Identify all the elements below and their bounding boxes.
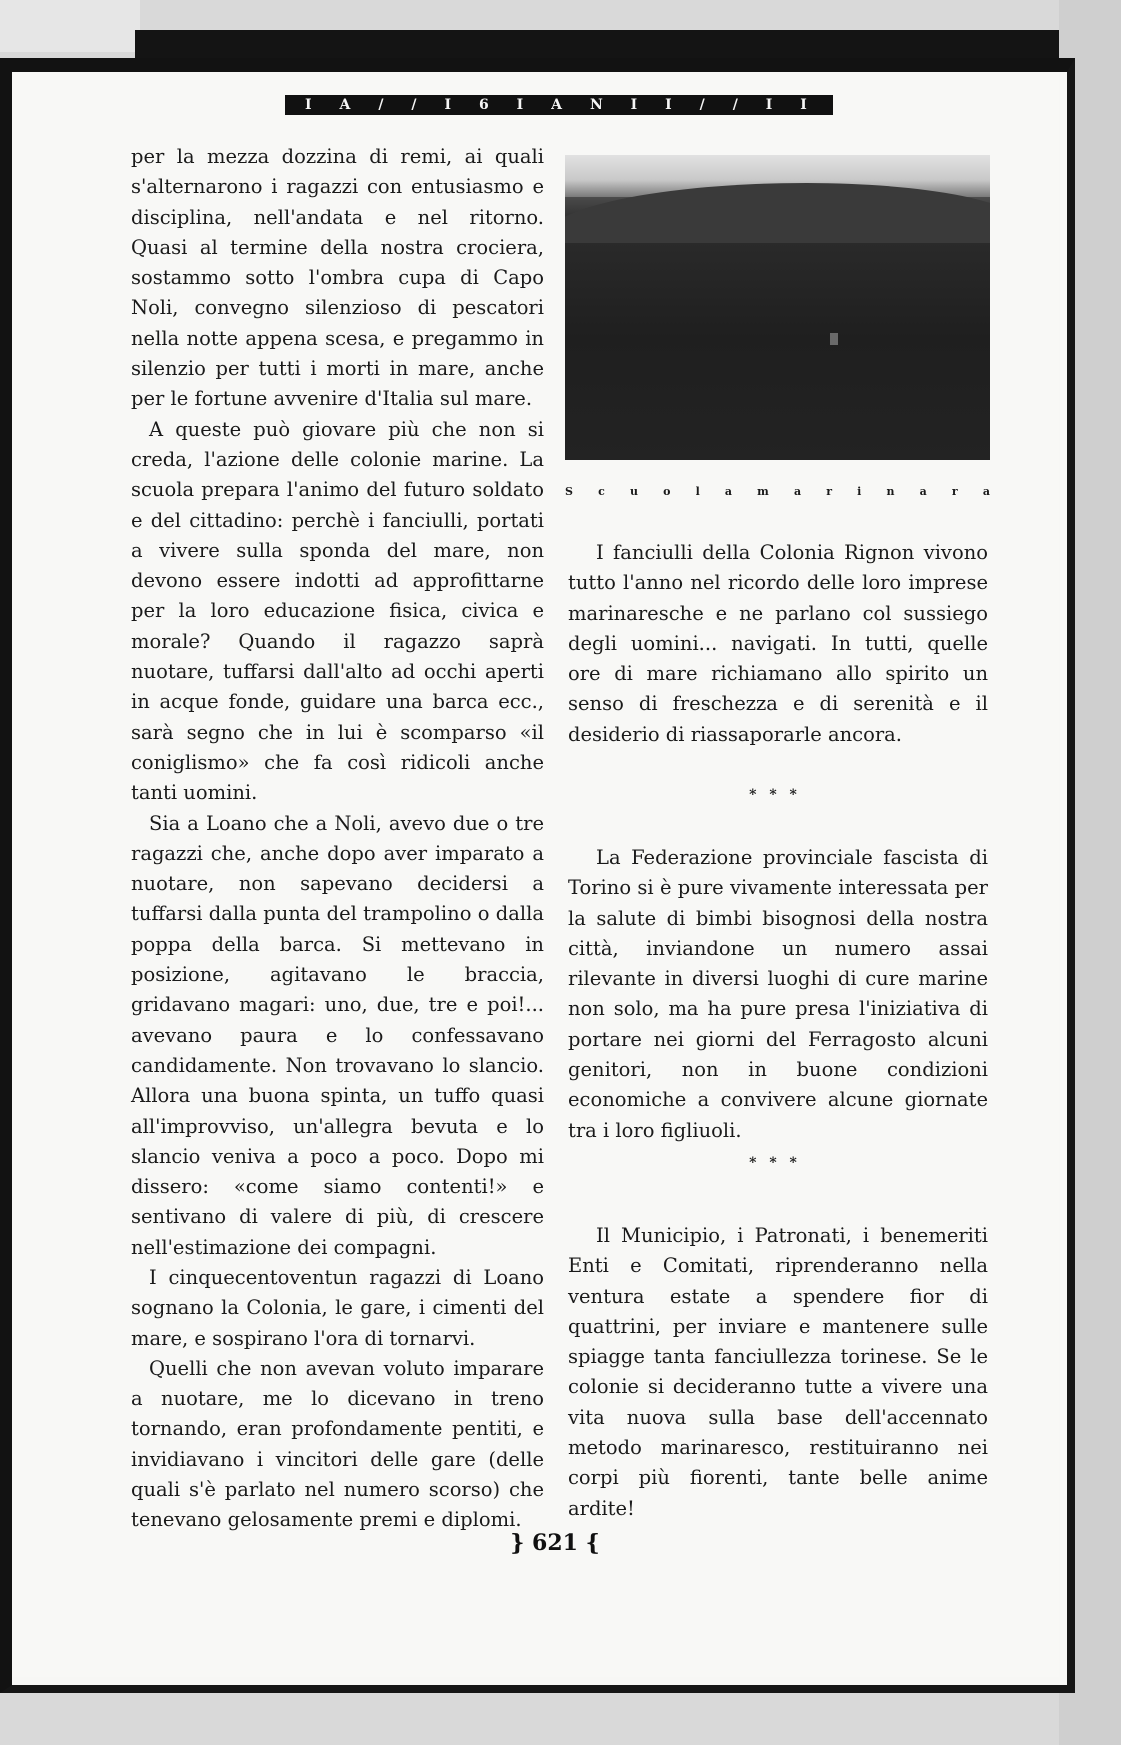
- caption-letter: n: [886, 485, 895, 498]
- left-column: [131, 142, 544, 1536]
- caption-letter: l: [695, 485, 700, 498]
- header-letter: I: [665, 97, 678, 113]
- caption-letter: a: [724, 485, 733, 498]
- caption-letter: r: [951, 485, 958, 498]
- paragraph: I cinquecentoventun ragazzi di Loano sognano la Colonia, le gare, i cimenti del mare, e sospirano l'ora di tornarvi.: [131, 1265, 544, 1350]
- caption-letter: r: [826, 485, 833, 498]
- caption-letter: o: [663, 485, 671, 498]
- paragraph: Sia a Loano che a Noli, avevo due o tre ragazzi che, anche dopo aver imparato a nuotare, non sapevano decidersi a tuffarsi dalla punta del trampolino o dalla poppa della barca. Si mettevano in posizione, agitavano le braccia, gridavano magari: uno, due, tre e poi!... avevano paura e lo confessavano candidamente. Non trovavano lo slancio. Allora una buona spinta, un tuffo quasi all'improvviso, un'allegra bevuta e lo slancio veniva a poco a poco. Dopo mi dissero: «come siamo contenti!» e sentivano di valere di più, di crescere nell'estimazione dei compagni.: [131, 811, 544, 1259]
- header-letter: I: [630, 97, 644, 113]
- header-letter: A: [339, 97, 357, 113]
- section-separator: * * *: [749, 787, 801, 803]
- caption-letter: c: [598, 485, 605, 498]
- header-letter: 6: [478, 97, 495, 113]
- section-separator: * * *: [749, 1155, 801, 1171]
- header-letter: A: [551, 97, 568, 113]
- caption-letter: a: [919, 485, 927, 498]
- running-header: [285, 95, 833, 115]
- caption-letter: u: [629, 485, 638, 498]
- caption-letter: S: [565, 485, 573, 498]
- header-letter: I: [800, 97, 813, 113]
- header-letter: /: [378, 97, 390, 113]
- caption-letter: m: [757, 485, 769, 498]
- sea-photo: [565, 155, 990, 460]
- paragraph: A queste può giovare più che non si creda, l'azione delle colonie marine. La scuola prepara l'animo del futuro soldato e del cittadino: perchè i fanciulli, portati a vivere sulla sponda del mare, non devono essere indotti ad approfittarne per la loro educazione fisica, civica e morale? Quando il ragazzo saprà nuotare, tuffarsi dall'alto ad occhi aperti in acque fonde, guidare una barca ecc., sarà segno che in lui è scomparso «il coniglismo» che fa così ridicoli anche tanti uomini.: [131, 417, 544, 805]
- right-column-block-3: [568, 1221, 988, 1524]
- paragraph: per la mezza dozzina di remi, ai quali s'alternarono i ragazzi con entusiasmo e disciplina, nell'andata e nel ritorno. Quasi al termine della nostra crociera, sostammo sotto l'ombra cupa di Capo Noli, convegno silenzioso di pescatori nella notte appena scesa, e pregammo in silenzio per tutti i morti in mare, anche per le fortune avvenire d'Italia sul mare.: [131, 145, 544, 411]
- photo-caption: [565, 485, 990, 498]
- header-letter: I: [444, 97, 457, 113]
- caption-letter: a: [793, 485, 802, 498]
- caption-letter: a: [982, 485, 990, 498]
- header-letter: I: [765, 97, 779, 113]
- header-letter: /: [732, 97, 744, 113]
- header-letter: /: [699, 97, 711, 113]
- header-letter: I: [305, 97, 318, 113]
- right-column-block-2: [568, 843, 988, 1146]
- header-letter: I: [516, 97, 530, 113]
- page-number: } 621 {: [510, 1530, 600, 1556]
- paragraph: Il Municipio, i Patronati, i benemeriti Enti e Comitati, riprenderanno nella ventura estate a spendere fior di quattrini, per inviare e mantenere sulle spiagge tanta fanciullezza torinese. Se le colonie si decideranno tutte a vivere una vita nuova sulla base dell'accennato metodo marinaresco, restituiranno nei corpi più fiorenti, tante belle anime ardite!: [568, 1224, 988, 1520]
- right-column-block-1: [568, 538, 988, 750]
- scan-margin-top-left: [0, 0, 140, 52]
- paragraph: La Federazione provinciale fascista di Torino si è pure vivamente interessata per la salute di bimbi bisognosi della nostra città, inviandone un numero assai rilevante in diversi luoghi di cure marine non solo, ma ha pure presa l'iniziativa di portare nei giorni del Ferragosto alcuni genitori, non in buone condizioni economiche a convivere alcune giornate tra i loro figliuoli.: [568, 846, 988, 1142]
- caption-letter: i: [857, 485, 862, 498]
- paragraph: I fanciulli della Colonia Rignon vivono tutto l'anno nel ricordo delle loro imprese marinaresche e ne parlano col sussiego degli uomini... navigati. In tutti, quelle ore di mare richiamano allo spirito un senso di freschezza e di serenità e il desiderio di riassaporarle ancora.: [568, 541, 988, 746]
- photo-boat: [830, 333, 838, 345]
- paragraph: Quelli che non avevan voluto imparare a nuotare, me lo dicevano in treno tornando, eran profondamente pentiti, e invidiavano i vincitori delle gare (delle quali s'è parlato nel numero scorso) che tenevano gelosamente premi e diplomi.: [131, 1356, 544, 1532]
- header-letter: /: [411, 97, 423, 113]
- header-letter: N: [589, 97, 609, 113]
